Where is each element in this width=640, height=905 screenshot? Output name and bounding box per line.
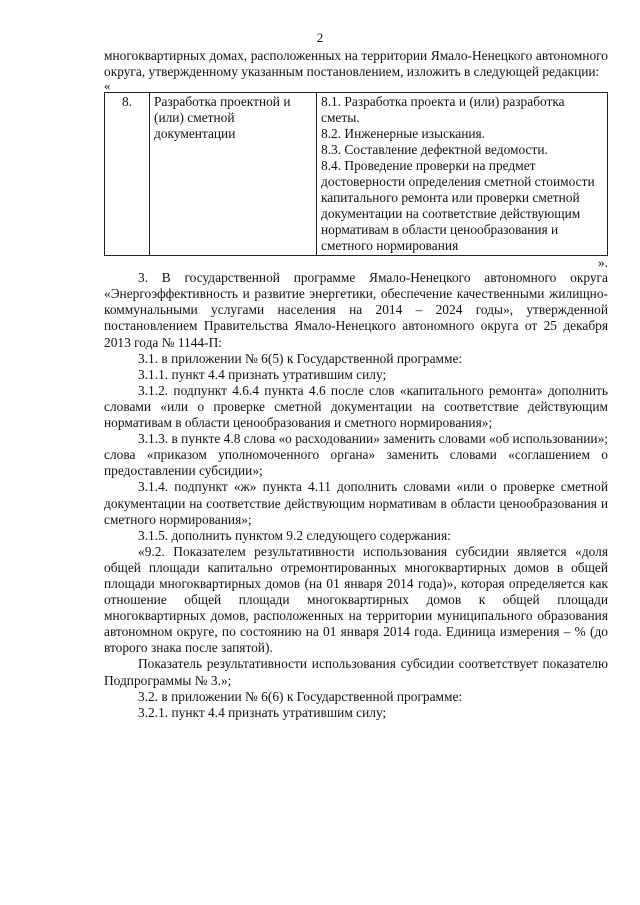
- paragraph-3-1-3: 3.1.3. в пункте 4.8 слова «о расходовании» заменить словами «об использовании»; слова «приказом уполномоченного органа» заменить словами «соглашением о предоставлении субсидии»;: [104, 431, 608, 479]
- page-number: 2: [316, 30, 324, 45]
- paragraph-3-2: 3.2. в приложении № 6(6) к Государственной программе:: [138, 688, 463, 704]
- paragraph-3-1-5: 3.1.5. дополнить пунктом 9.2 следующего содержания:: [138, 527, 451, 543]
- paragraph-indicator: Показатель результативности использования субсидии соответствует показателю Подпрограммы № 3.»;: [104, 656, 608, 688]
- paragraph-3-2-1: 3.2.1. пункт 4.4 признать утратившим силу;: [138, 704, 387, 720]
- paragraph-3-1-1: 3.1.1. пункт 4.4 признать утратившим силу;: [138, 366, 387, 382]
- work-item-2: 8.2. Инженерные изыскания.: [321, 126, 486, 142]
- paragraph-3-1-2: 3.1.2. подпункт 4.6.4 пункта 4.6 после слов «капитального ремонта» дополнить словами «или о проверке сметной документации на соответствие действующим нормативам в области ценообразования и сметного нормирования»;: [104, 382, 608, 431]
- work-item-3: 8.3. Составление дефектной ведомости.: [321, 142, 548, 158]
- work-items-cell: [317, 93, 608, 256]
- work-name-cell: Разработка проектной и (или) сметной документации: [150, 93, 317, 256]
- paragraph-3-1: 3.1. в приложении № 6(5) к Государственной программе:: [138, 350, 463, 366]
- document-body: [104, 48, 608, 721]
- paragraph-3-1-4: 3.1.4. подпункт «ж» пункта 4.11 дополнить словами «или о проверке сметной документации на соответствие действующим нормативам в области ценообразования и сметного нормирования»;: [104, 479, 608, 527]
- work-item-4: 8.4. Проведение проверки на предмет достоверности определения сметной стоимости капитального ремонта или проверки сметной документации на соответствие действующим нормативам в области ценообразования и сметного нормирования: [321, 158, 595, 254]
- intro-paragraph: многоквартирных домах, расположенных на территории Ямало-Ненецкого автономного округа, утвержденному указанным постановлением, изложить в следующей редакции:: [104, 48, 608, 80]
- row-number-cell: 8.: [105, 93, 150, 256]
- works-table: [104, 92, 608, 256]
- paragraph-3: 3. В государственной программе Ямало-Ненецкого автономного округа «Энергоэффективность и развитие энергетики, обеспечение качественными жилищно-коммунальными услугами населения на 2014 – 2024 годы», утвержденной постановлением Правительства Ямало-Ненецкого автономного округа от 25 декабря 2013 года № 1144-П:: [104, 270, 608, 350]
- work-item-1: 8.1. Разработка проекта и (или) разработка сметы.: [321, 94, 565, 126]
- table-row: [105, 93, 608, 256]
- quote-open-mark: «: [104, 78, 111, 94]
- paragraph-9-2: «9.2. Показателем результативности использования субсидии является «доля общей площади капитально отремонтированных многоквартирных домов в общей площади многоквартирных домов (на 01 января 2014 года)», которая определяется как отношение общей площади многоквартирных домов к общей площади многоквартирных домов, расположенных на территории муниципального образования автономном округе, по состоянию на 01 января 2014 года. Единица измерения – % (до второго знака после запятой).: [104, 543, 608, 656]
- quote-close-mark: ».: [597, 255, 608, 271]
